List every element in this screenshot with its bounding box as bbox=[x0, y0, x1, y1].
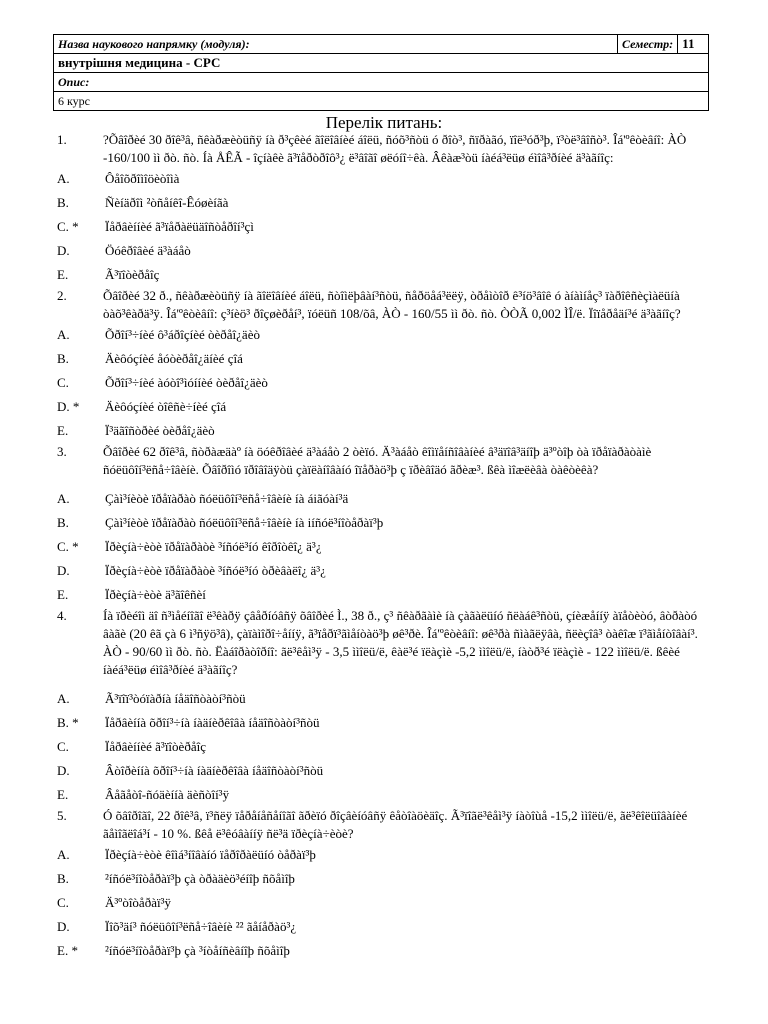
question-number: 3. bbox=[57, 444, 67, 459]
answer-option bbox=[57, 239, 707, 263]
option-letter: B. bbox=[57, 195, 69, 210]
option-text: Ïðèçíà÷èòè ïðåïàðàòè ³íñóë³íó êîðîòêî¿ ä³¿ bbox=[105, 539, 322, 554]
answer-option bbox=[57, 535, 707, 559]
answer-option bbox=[57, 419, 707, 443]
answer-option bbox=[57, 783, 707, 807]
option-text: Ä³ºòîòåðàï³ÿ bbox=[105, 895, 171, 910]
semester-value: 11 bbox=[678, 35, 709, 54]
option-letter: A. bbox=[57, 491, 70, 506]
semester-label: Семестр: bbox=[618, 35, 678, 54]
test-header-table bbox=[53, 34, 709, 111]
option-text: Öóêðîâèé ä³àáåò bbox=[105, 243, 191, 258]
option-text: Âòîðèííà õðîí³÷íà íàäíèðêîâà íåäîñòàòí³ñòü bbox=[105, 763, 324, 778]
answer-option bbox=[57, 759, 707, 783]
question-block bbox=[57, 607, 707, 807]
option-letter: D. bbox=[57, 563, 70, 578]
option-text: Ñèíäðîì ²òñåíêî-Êóøèíãà bbox=[105, 195, 229, 210]
answer-option bbox=[57, 167, 707, 191]
header-row-description-value bbox=[54, 92, 709, 111]
option-letter: E. bbox=[57, 267, 69, 282]
option-text: Õðîí³÷íèé àóòî³ìóííèé òèðåî¿äèò bbox=[105, 375, 268, 390]
answer-option bbox=[57, 915, 707, 939]
option-text: Âåãåòî-ñóäèííà äèñòîí³ÿ bbox=[105, 787, 230, 802]
question-block bbox=[57, 131, 707, 287]
answer-option bbox=[57, 263, 707, 287]
question-stem bbox=[57, 131, 707, 167]
answer-option bbox=[57, 511, 707, 535]
question-text: Íà ïðèéîì äî ñ³ìåéíîãî ë³êàðÿ çâåðíóâñÿ õâîðèé Ì., 38 ð., ç³ ñêàðãàìè íà çàãàëüíó ñëàáê³ñòü, çíèæåííÿ àïåòèòó, âòðàòó âàãè (20 êã çà 6 ì³ñÿö³â), çàïàìîðî÷åííÿ, ã³ïåðï³ãìåíòàö³þ øê³ðè. Îá'ºêòèâíî: øê³ðà ñìàãëÿâà, ñëèçîâ³ òàêîæ ï³ãìåíòîâàí³. ÀÒ - 90/60 ìì ðò. ñò. Ëàáîðàòîðíî: ãë³êåì³ÿ - 3,5 ììîëü/ë, êàë³é ïëàçìè -5,2 ììîëü/ë, íàòð³é ïëàçìè - 122 ììîëü/ë. ßêèé íàéá³ëüø éìîâ³ðíèé ä³àãíîç? bbox=[103, 608, 698, 677]
question-number: 5. bbox=[57, 808, 67, 823]
option-text: Ïåðâèííèé ã³ïîòèðåîç bbox=[105, 739, 206, 754]
option-letter: E. bbox=[57, 787, 69, 802]
question-stem bbox=[57, 287, 707, 323]
answer-option bbox=[57, 559, 707, 583]
option-letter: A. bbox=[57, 691, 70, 706]
answer-option bbox=[57, 583, 707, 607]
question-number: 2. bbox=[57, 288, 67, 303]
option-letter: D. bbox=[57, 763, 70, 778]
question-stem bbox=[57, 807, 707, 843]
description-label: Опис: bbox=[54, 73, 709, 92]
option-letter: D. * bbox=[57, 399, 80, 414]
answer-option bbox=[57, 347, 707, 371]
answer-option bbox=[57, 891, 707, 915]
option-letter: B. bbox=[57, 871, 69, 886]
option-letter: C. * bbox=[57, 219, 79, 234]
answer-option bbox=[57, 191, 707, 215]
option-letter: B. bbox=[57, 351, 69, 366]
question-text: Ó õâîðîãî, 22 ðîê³â, ï³ñëÿ ïåðåíåñåíîãî ãðèïó ðîçâèíóâñÿ êåòîàöèäîç. Ã³ïîãë³êåì³ÿ íàòîùå -15,2 ììîëü/ë, ãë³êîëüîâàíèé ãåìîãëîá³í - 10 %. ßêå ë³êóâàííÿ ñë³ä ïðèçíà÷èòè? bbox=[103, 808, 688, 841]
option-text: Ôåîõðîìîöèòîìà bbox=[105, 171, 180, 186]
option-text: ²íñóë³íîòåðàï³þ çà ³íòåíñèâíîþ ñõåìîþ bbox=[105, 943, 290, 958]
option-letter: C. bbox=[57, 895, 69, 910]
question-text: Õâîðèé 32 ð., ñêàðæèòüñÿ íà ãîëîâíèé áîëü, ñòîìëþâàí³ñòü, ñåðöåá³ëëÿ, òðåìòîð ê³íö³âîê ó àíàìíåç³ ïàðîêñèçìàëüíà òàõ³êàðä³ÿ. Îá'ºêòèâíî: ç³íèö³ ðîçøèðåí³, ïóëüñ 108/õâ, ÀÒ - 160/55 ìì ðò. ñò. ÒÒÃ 0,002 ÌÎ/ë. Ïîïåðåäí³é ä³àãíîç? bbox=[103, 288, 681, 321]
question-text: ?Õâîðèé 30 ðîê³â, ñêàðæèòüñÿ íà ð³çêèé ãîëîâíèé áîëü, ñóõ³ñòü ó ðîò³, ñïðàãó, ïîë³óð³þ, ï³òë³âîñò³. Îá'ºêòèâíî: ÀÒ -160/100 ìì ðò. ñò. Íà ÅÊÃ - îçíàêè ã³ïåðòðîô³¿ ë³âîãî øëóíî÷êà. Âêàæ³òü íàéá³ëüø éìîâ³ðíèé ä³àãíîç: bbox=[103, 132, 687, 165]
option-text: Äèôóçíèé åóòèðåî¿äíèé çîá bbox=[105, 351, 243, 366]
option-letter: C. * bbox=[57, 539, 79, 554]
option-text: Ïðèçíà÷èòè ä³ãîêñèí bbox=[105, 587, 206, 602]
option-letter: A. bbox=[57, 327, 70, 342]
answer-option bbox=[57, 843, 707, 867]
option-text: Ïåðâèííèé ã³ïåðàëüäîñòåðîí³çì bbox=[105, 219, 254, 234]
question-stem bbox=[57, 607, 707, 679]
option-letter: C. bbox=[57, 739, 69, 754]
description-value: 6 курс bbox=[54, 92, 709, 111]
option-letter: D. bbox=[57, 243, 70, 258]
answer-option bbox=[57, 867, 707, 891]
option-text: Ã³ïîòèðåîç bbox=[105, 267, 160, 282]
option-text: Õðîí³÷íèé ô³áðîçíèé òèðåî¿äèò bbox=[105, 327, 260, 342]
direction-label: Назва наукового напрямку (модуля): bbox=[54, 35, 618, 54]
answer-option bbox=[57, 687, 707, 711]
header-row-direction bbox=[54, 35, 709, 54]
answer-option bbox=[57, 215, 707, 239]
option-letter: A. bbox=[57, 171, 70, 186]
option-letter: E. * bbox=[57, 943, 78, 958]
option-letter: B. bbox=[57, 515, 69, 530]
option-text: Ïîõ³äí³ ñóëüôîí³ëñå÷îâèíè ²² ãåíåðàö³¿ bbox=[105, 919, 297, 934]
answer-option bbox=[57, 735, 707, 759]
question-block bbox=[57, 443, 707, 607]
question-stem bbox=[57, 443, 707, 479]
option-text: Ïåðâèííà õðîí³÷íà íàäíèðêîâà íåäîñòàòí³ñòü bbox=[105, 715, 320, 730]
option-text: Çàì³íèòè ïðåïàðàò ñóëüôîí³ëñå÷îâèíè íà áiãóàí³ä bbox=[105, 491, 349, 506]
option-text: ²íñóë³íîòåðàï³þ çà òðàäèö³éíîþ ñõåìîþ bbox=[105, 871, 295, 886]
question-block bbox=[57, 287, 707, 443]
option-text: Ïðèçíà÷èòè êîìá³íîâàíó ïåðîðàëüíó òåðàï³þ bbox=[105, 847, 316, 862]
option-letter: B. * bbox=[57, 715, 79, 730]
option-letter: D. bbox=[57, 919, 70, 934]
option-text: Ï³äãîñòðèé òèðåî¿äèò bbox=[105, 423, 215, 438]
option-letter: A. bbox=[57, 847, 70, 862]
question-block bbox=[57, 807, 707, 963]
question-text: Õâîðèé 62 ðîê³â, ñòðàæäàº íà öóêðîâèé ä³àáåò 2 òèïó. Ä³àáåò êîìïåíñîâàíèé â³äïîâ³äíîþ ä³ºòîþ òà ïðåïàðàòàìè ñóëüôîí³ëñå÷îâèíè. Õâîðîìó ïðîâîäÿòü çàïëàíîâàíó îïåðàö³þ ç ïðèâîäó ãðèæ³. ßêà ìîæëèâà òàêòèêà? bbox=[103, 444, 652, 477]
option-letter: E. bbox=[57, 423, 69, 438]
answer-option bbox=[57, 371, 707, 395]
option-text: Äèôóçíèé òîêñè÷íèé çîá bbox=[105, 399, 227, 414]
question-list bbox=[57, 131, 707, 963]
question-number: 1. bbox=[57, 132, 67, 147]
answer-option bbox=[57, 711, 707, 735]
answer-option bbox=[57, 323, 707, 347]
answer-option bbox=[57, 487, 707, 511]
answer-option bbox=[57, 395, 707, 419]
question-number: 4. bbox=[57, 608, 67, 623]
header-row-description-label bbox=[54, 73, 709, 92]
option-letter: E. bbox=[57, 587, 69, 602]
page-title: Перелік питань: bbox=[325, 113, 443, 132]
option-text: Ã³ïîï³òóïàðíà íåäîñòàòí³ñòü bbox=[105, 691, 246, 706]
answer-option bbox=[57, 939, 707, 963]
option-letter: C. bbox=[57, 375, 69, 390]
module-name: внутрішня медицина - СРС bbox=[54, 54, 709, 73]
header-row-module bbox=[54, 54, 709, 73]
option-text: Ïðèçíà÷èòè ïðåïàðàòè ³íñóë³íó òðèâàëî¿ ä³¿ bbox=[105, 563, 326, 578]
option-text: Çàì³íèòè ïðåïàðàò ñóëüôîí³ëñå÷îâèíè íà iíñóë³íîòåðàï³þ bbox=[105, 515, 384, 530]
